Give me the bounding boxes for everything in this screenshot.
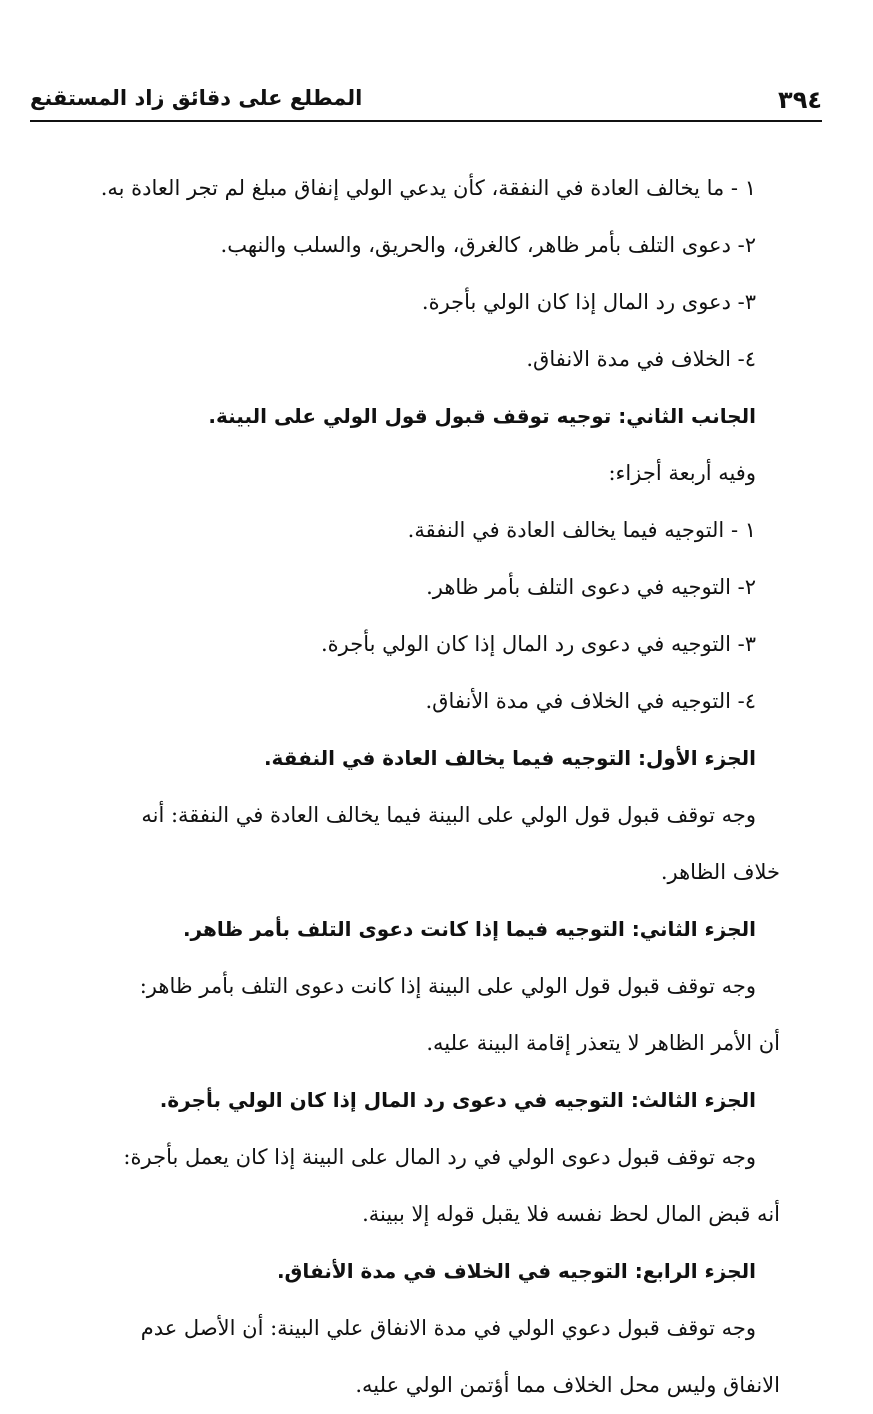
paragraph-line: وفيه أربعة أجزاء:: [608, 461, 756, 485]
part-heading: الجزء الثاني: التوجيه فيما إذا كانت دعوى التلف بأمر ظاهر.: [182, 917, 756, 941]
paragraph-line: وجه توقف قبول قول الولي على البينة إذا كانت دعوى التلف بأمر ظاهر:: [139, 974, 756, 998]
list-item: ٣- دعوى رد المال إذا كان الولي بأجرة.: [421, 290, 756, 314]
list-item: ٢- التوجيه في دعوى التلف بأمر ظاهر.: [426, 575, 756, 599]
part-heading: الجزء الرابع: التوجيه في الخلاف في مدة الأنفاق.: [276, 1259, 756, 1283]
list-item: ٣- التوجيه في دعوى رد المال إذا كان الولي بأجرة.: [321, 632, 756, 656]
list-item: ٢- دعوى التلف بأمر ظاهر، كالغرق، والحريق، والسلب والنهب.: [220, 233, 756, 257]
list-item: ٤- التوجيه في الخلاف في مدة الأنفاق.: [425, 689, 756, 713]
paragraph-line: أنه قبض المال لحظ نفسه فلا يقبل قوله إلا ببينة.: [362, 1202, 780, 1226]
paragraph-line: الانفاق وليس محل الخلاف مما أؤتمن الولي عليه.: [355, 1373, 780, 1397]
list-item: ٤- الخلاف في مدة الانفاق.: [526, 347, 756, 371]
header-rule: [30, 120, 822, 122]
paragraph-line: خلاف الظاهر.: [660, 860, 780, 884]
section-heading: الجانب الثاني: توجيه توقف قبول قول الولي على البينة.: [208, 404, 756, 428]
running-title: المطلع على دقائق زاد المستقنع: [30, 86, 363, 110]
list-item: ١ - ما يخالف العادة في النفقة، كأن يدعي الولي إنفاق مبلغ لم تجر العادة به.: [100, 176, 756, 200]
paragraph-line: وجه توقف قبول دعوى الولي في رد المال على البينة إذا كان يعمل بأجرة:: [123, 1145, 756, 1169]
paragraph-line: وجه توقف قبول قول الولي على البينة فيما يخالف العادة في النفقة: أنه: [141, 803, 756, 827]
paragraph-line: أن الأمر الظاهر لا يتعذر إقامة البينة عليه.: [426, 1031, 780, 1055]
list-item: ١ - التوجيه فيما يخالف العادة في النفقة.: [407, 518, 756, 542]
page-body: [42, 160, 780, 1414]
part-heading: الجزء الثالث: التوجيه في دعوى رد المال إذا كان الولي بأجرة.: [159, 1088, 756, 1112]
page-header: [30, 82, 822, 122]
page-number: ٣٩٤: [778, 86, 822, 114]
paragraph-line: وجه توقف قبول دعوي الولي في مدة الانفاق علي البينة: أن الأصل عدم: [140, 1316, 756, 1340]
part-heading: الجزء الأول: التوجيه فيما يخالف العادة في النفقة.: [263, 746, 756, 770]
